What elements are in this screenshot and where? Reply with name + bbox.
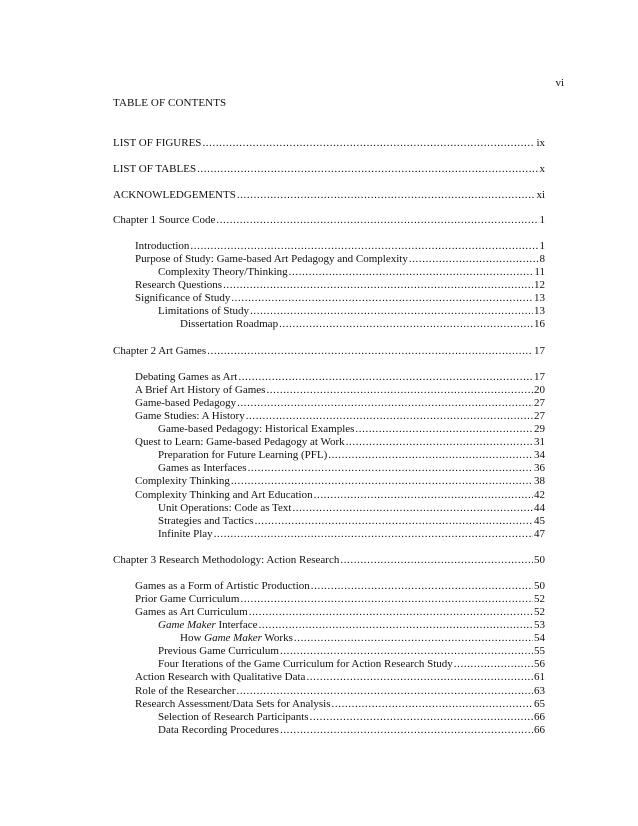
toc-entry-page: 8 [539, 253, 545, 265]
toc-entry[interactable] [113, 317, 545, 331]
dot-leader [306, 670, 533, 684]
dot-leader [289, 265, 534, 279]
toc-entry-page: 27 [534, 397, 545, 409]
toc-entry-page: 66 [534, 724, 545, 736]
dot-leader [454, 657, 533, 671]
toc-entry[interactable] [113, 188, 545, 202]
dot-leader [255, 514, 533, 528]
dot-leader [280, 644, 533, 658]
toc-entry-page: 20 [534, 384, 545, 396]
toc-entry[interactable] [113, 592, 545, 606]
dot-leader [236, 684, 533, 698]
dot-leader [311, 579, 533, 593]
toc-entry-title: Dissertation Roadmap [180, 318, 279, 330]
dot-leader [355, 422, 533, 436]
toc-entry-title: Game-based Pedagogy [135, 397, 237, 409]
toc-entry-page: 1 [539, 240, 545, 252]
toc-entry[interactable] [113, 723, 545, 737]
toc-entry[interactable] [113, 618, 545, 632]
toc-entry[interactable] [113, 501, 545, 515]
toc-entry-page: x [539, 163, 545, 175]
toc-entry-title: Debating Games as Art [135, 371, 238, 383]
toc-entry-title: Limitations of Study [158, 305, 250, 317]
toc-entry-title-rest: Interface [215, 619, 258, 631]
toc-entry-title: Games as Art Curriculum [135, 606, 248, 618]
toc-entry[interactable] [113, 422, 545, 436]
toc-entry[interactable] [113, 527, 545, 541]
toc-entry-title: Chapter 2 Art Games [113, 345, 207, 357]
toc-entry[interactable] [113, 670, 545, 684]
toc-entry-page: 11 [534, 266, 545, 278]
toc-entry[interactable] [113, 710, 545, 724]
toc-entry-title: Selection of Research Participants [158, 711, 309, 723]
toc-entry[interactable] [113, 474, 545, 488]
toc-entry-page: 27 [534, 410, 545, 422]
toc-entry-page: 61 [534, 671, 545, 683]
toc-entry-page: 53 [534, 619, 545, 631]
dot-leader [197, 162, 538, 176]
toc-entry-title: Game-based Pedagogy: Historical Examples [158, 423, 355, 435]
toc-entry-title: A Brief Art History of Games [135, 384, 266, 396]
toc-entry-page: 13 [534, 305, 545, 317]
toc-entry-page: 29 [534, 423, 545, 435]
toc-entry[interactable] [113, 514, 545, 528]
toc-entry-page: 1 [539, 214, 545, 226]
dot-leader [246, 409, 533, 423]
toc-entry[interactable] [113, 631, 545, 645]
dot-leader [340, 553, 533, 567]
toc-entry-page: 66 [534, 711, 545, 723]
toc-entry-title [180, 631, 293, 645]
toc-entry-title: Significance of Study [135, 292, 231, 304]
toc-entry[interactable] [113, 252, 545, 266]
toc-entry[interactable] [113, 136, 545, 150]
toc-entry-page: 34 [534, 449, 545, 461]
dot-leader [249, 605, 533, 619]
toc-entry-page: 63 [534, 685, 545, 697]
toc-entry-title: Game Studies: A History [135, 410, 245, 422]
toc-entry-title: Quest to Learn: Game-based Pedagogy at Work [135, 436, 345, 448]
dot-leader [237, 396, 533, 410]
toc-entry-page: 16 [534, 318, 545, 330]
page-number: vi [555, 77, 564, 89]
toc-entry-page: 56 [534, 658, 545, 670]
toc-entry-title: Chapter 3 Research Methodology: Action Research [113, 554, 340, 566]
toc-entry-page: 44 [534, 502, 545, 514]
dot-leader [328, 448, 533, 462]
toc-entry[interactable] [113, 488, 545, 502]
toc-entry-page: 50 [534, 580, 545, 592]
toc-entry[interactable] [113, 409, 545, 423]
toc-entry[interactable] [113, 657, 545, 671]
toc-entry-page: 52 [534, 606, 545, 618]
toc-entry-page: 52 [534, 593, 545, 605]
toc-entry-title: Complexity Thinking [135, 475, 230, 487]
toc-chapter-entry[interactable] [113, 553, 545, 567]
toc-entry[interactable] [113, 239, 545, 253]
toc-entry-title: Action Research with Qualitative Data [135, 671, 306, 683]
toc-entry-title: Infinite Play [158, 528, 213, 540]
toc-entry-page: 38 [534, 475, 545, 487]
toc-entry-title: Research Assessment/Data Sets for Analysis [135, 698, 331, 710]
dot-leader [250, 304, 533, 318]
toc-entry-page: 50 [534, 554, 545, 566]
toc-entry-page: 13 [534, 292, 545, 304]
dot-leader [266, 383, 533, 397]
toc-entry-title: Preparation for Future Learning (PFL) [158, 449, 328, 461]
dot-leader [202, 136, 535, 150]
dot-leader [314, 488, 533, 502]
toc-entry[interactable] [113, 278, 545, 292]
toc-entry[interactable] [113, 370, 545, 384]
toc-entry[interactable] [113, 684, 545, 698]
toc-entry-title: ACKNOWLEDGEMENTS [113, 189, 236, 201]
toc-entry-page: 42 [534, 489, 545, 501]
toc-entry-title: Previous Game Curriculum [158, 645, 279, 657]
toc-entry-page: 17 [534, 371, 545, 383]
toc-entry[interactable] [113, 579, 545, 593]
toc-entry[interactable] [113, 461, 545, 475]
toc-entry[interactable] [113, 291, 545, 305]
dot-leader [332, 697, 533, 711]
toc-entry-title: Unit Operations: Code as Text [158, 502, 292, 514]
toc-entry-title: Role of the Researcher [135, 685, 236, 697]
toc-entry-title: Games as a Form of Artistic Production [135, 580, 310, 592]
toc-entry[interactable] [113, 448, 545, 462]
toc-entry-page: 55 [534, 645, 545, 657]
toc-entry-title: Research Questions [135, 279, 223, 291]
dot-leader [240, 592, 533, 606]
dot-leader [409, 252, 539, 266]
dot-leader [223, 278, 533, 292]
software-name: Game Maker [204, 632, 262, 644]
toc-entry-title: Data Recording Procedures [158, 724, 279, 736]
toc-entry[interactable] [113, 383, 545, 397]
toc-entry[interactable] [113, 697, 545, 711]
toc-entry[interactable] [113, 644, 545, 658]
toc-entry-title: LIST OF FIGURES [113, 137, 202, 149]
dot-leader [280, 723, 533, 737]
dot-leader [279, 317, 533, 331]
toc-entry-page: 45 [534, 515, 545, 527]
dot-leader [292, 501, 533, 515]
toc-entry-page: ix [536, 137, 545, 149]
dot-leader [216, 213, 538, 227]
toc-entry[interactable] [113, 435, 545, 449]
toc-entry[interactable] [113, 162, 545, 176]
toc-entry-page: 65 [534, 698, 545, 710]
toc-entry-title: Complexity Thinking and Art Education [135, 489, 313, 501]
toc-entry-page: 47 [534, 528, 545, 540]
toc-entry-title: Purpose of Study: Game-based Art Pedagogy and Complexity [135, 253, 408, 265]
toc-chapter-entry[interactable] [113, 213, 545, 227]
dot-leader [237, 188, 536, 202]
toc-entry-page: 36 [534, 462, 545, 474]
toc-entry[interactable] [113, 396, 545, 410]
toc-entry-title: Strategies and Tactics [158, 515, 254, 527]
toc-entry-title [158, 618, 258, 632]
toc-entry-title: Introduction [135, 240, 190, 252]
dot-leader [310, 710, 533, 724]
toc-entry-page: xi [536, 189, 545, 201]
dot-leader [248, 461, 533, 475]
dot-leader [231, 474, 533, 488]
toc-entry-page: 31 [534, 436, 545, 448]
dot-leader [294, 631, 533, 645]
toc-entry-page: 54 [534, 632, 545, 644]
software-name: Game Maker [158, 619, 216, 631]
toc-entry[interactable] [113, 605, 545, 619]
dot-leader [190, 239, 538, 253]
toc-entry-title: Prior Game Curriculum [135, 593, 240, 605]
toc-entry-page: 17 [534, 345, 545, 357]
toc-entry-title: Chapter 1 Source Code [113, 214, 216, 226]
toc-entry-title-rest: Works [261, 632, 293, 644]
toc-entry-title: Games as Interfaces [158, 462, 247, 474]
dot-leader [231, 291, 533, 305]
toc-entry-title: Complexity Theory/Thinking [158, 266, 288, 278]
toc-entry[interactable] [113, 265, 545, 279]
toc-entry-page: 12 [534, 279, 545, 291]
toc-entry[interactable] [113, 304, 545, 318]
dot-leader [259, 618, 533, 632]
dot-leader [238, 370, 533, 384]
dot-leader [207, 344, 533, 358]
toc-chapter-entry[interactable] [113, 344, 545, 358]
toc-entry-title-pre: How [180, 632, 205, 644]
toc-entry-title: LIST OF TABLES [113, 163, 197, 175]
toc-entry-title: Four Iterations of the Game Curriculum for Action Research Study [158, 658, 453, 670]
dot-leader [346, 435, 533, 449]
toc-heading: TABLE OF CONTENTS [113, 97, 227, 109]
dot-leader [214, 527, 533, 541]
